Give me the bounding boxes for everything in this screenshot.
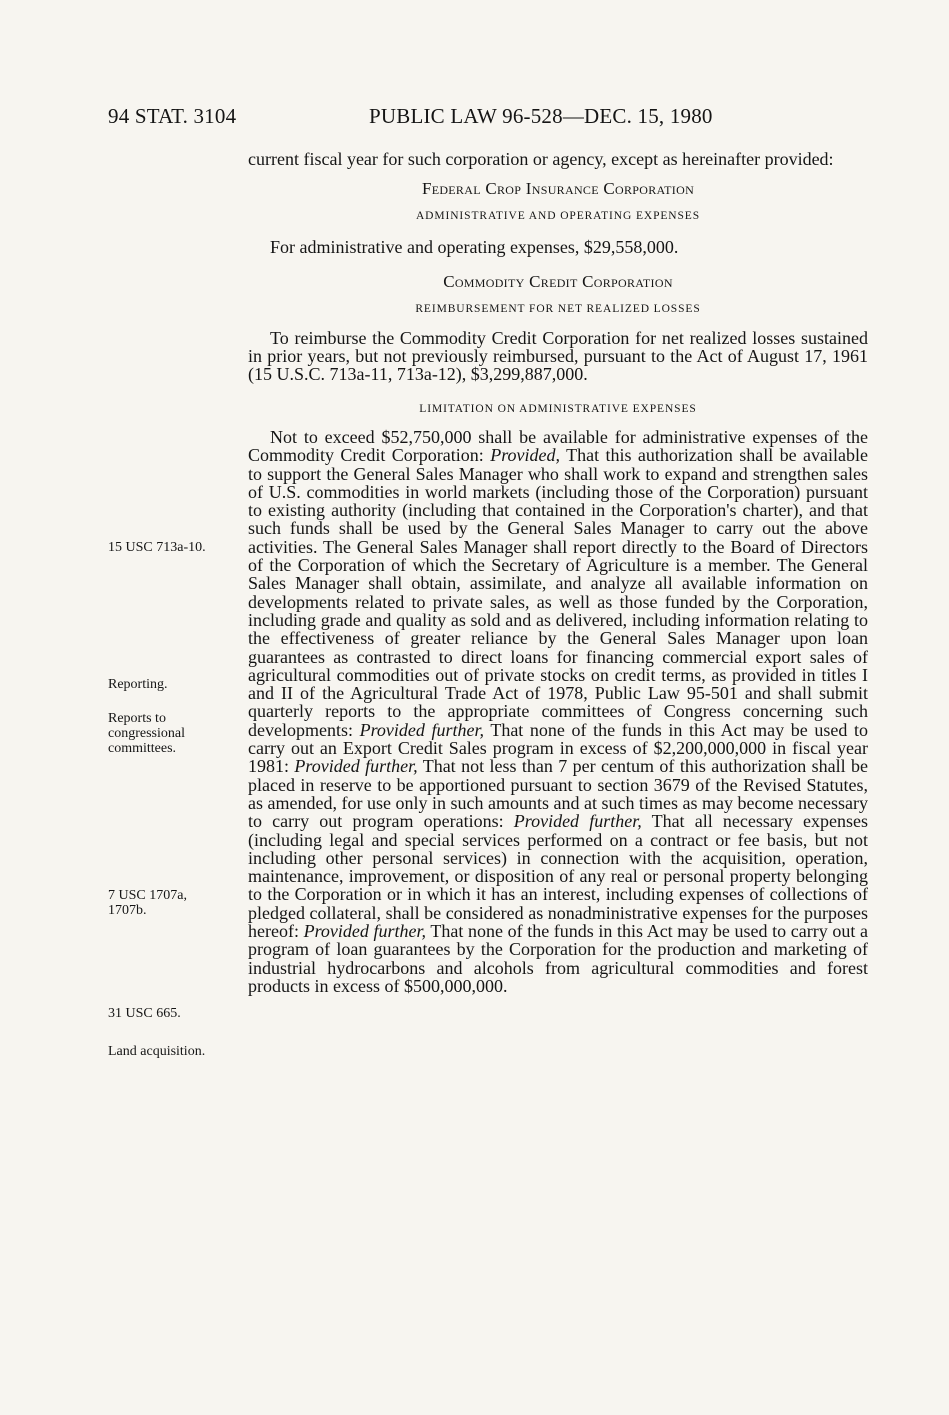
limitation-subheading: LIMITATION ON ADMINISTRATIVE EXPENSES: [419, 402, 697, 415]
text-segment: That all necessary expenses (including legal and special services performed on a contract or fee basis, but not including other personal services) in connection with the acquisition, operation, maintenance, improvement, or disposition of any real or personal property belonging to the Corporation or in which it has an interest, including expenses of collections of pledged collateral, shall be considered as nonadministrative expenses for the purposes hereof:: [248, 811, 868, 941]
proviso: Provided further,: [294, 756, 418, 777]
margin-note-land-acquisition: Land acquisition.: [108, 1044, 206, 1059]
fcic-subheading: ADMINISTRATIVE AND OPERATING EXPENSES: [415, 209, 701, 222]
ccc-subheading: REIMBURSEMENT FOR NET REALIZED LOSSES: [415, 303, 701, 316]
limitation-paragraph: [248, 428, 868, 995]
proviso: Provided,: [490, 445, 561, 466]
text-segment: That none of the funds in this Act may be used to carry out an Export Credit Sales program in excess of $2,200,000,000 in fiscal year 1981:: [248, 719, 868, 777]
margin-note-usc-1707: 7 USC 1707a, 1707b.: [108, 888, 187, 918]
proviso: Provided further,: [303, 920, 427, 941]
page-title: PUBLIC LAW 96-528—DEC. 15, 1980: [369, 104, 713, 128]
text-segment: That this authorization shall be available to support the General Sales Manager who shall work to expand and strengthen sales of U.S. commodities in world markets (including those of the Corporation) pursuant to existing authority (including that contained in the Corporation's charter), and that such funds shall be used by the General Sales Manager to carry out the above activities. The General Sales Manager shall report directly to the Board of Directors of the Corporation of which the Secretary of Agriculture is a member. The General Sales Manager shall obtain, assimilate, and analyze all available information on developments related to private sales, as well as those funded by the Corporation, including grade and quality as sold and as delivered, including information relating to the effectiveness of greater reliance by the General Sales Manager upon loan guarantees as contrasted to direct loans for financing commercial export sales of agricultural commodities out of private stocks on credit terms, as provided in titles I and II of the Agricultural Trade Act of 1978, Public Law 95-501 and shall submit quarterly reports to the appropriate committees of Congress concerning such developments:: [248, 445, 869, 740]
margin-note-reports-committees: Reports to congressional committees.: [108, 711, 185, 756]
margin-note-usc-713a10: 15 USC 713a-10.: [108, 540, 206, 555]
main-text-column: [248, 150, 868, 995]
ccc-heading: Commodity Credit Corporation: [443, 272, 673, 292]
ccc-paragraph: To reimburse the Commodity Credit Corporation for net realized losses sustained in prior years, but not previously reimbursed, pursuant to the Act of August 17, 1961 (15 U.S.C. 713a-11, 713a-12), $3,299,887,000.: [248, 327, 868, 385]
margin-note-reporting: Reporting.: [108, 677, 168, 692]
proviso: Provided further,: [359, 719, 485, 740]
margin-note-usc-665: 31 USC 665.: [108, 1006, 181, 1021]
text-segment: That none of the funds in this Act may be used to carry out a program of loan guarantees by the Corporation for the production and marketing of industrial hydrocarbons and alcohols from agricultural commodities and forest products in excess of $500,000,000.: [248, 920, 868, 996]
proviso: Provided further,: [513, 811, 642, 832]
fcic-paragraph: For administrative and operating expenses, $29,558,000.: [270, 236, 679, 257]
text-segment: That not less than 7 per centum of this authorization shall be placed in reserve to be apportioned pursuant to section 3679 of the Revised Statutes, as amended, for use only in such amounts and at such times as may become necessary to carry out program operations:: [248, 756, 868, 832]
stat-citation: 94 STAT. 3104: [108, 104, 237, 128]
intro-paragraph: current fiscal year for such corporation or agency, except as hereinafter provided:: [248, 149, 834, 169]
text-segment: Not to exceed $52,750,000 shall be available for administrative expenses of the Commodity Credit Corporation:: [248, 426, 868, 466]
fcic-heading: Federal Crop Insurance Corporation: [421, 179, 695, 199]
